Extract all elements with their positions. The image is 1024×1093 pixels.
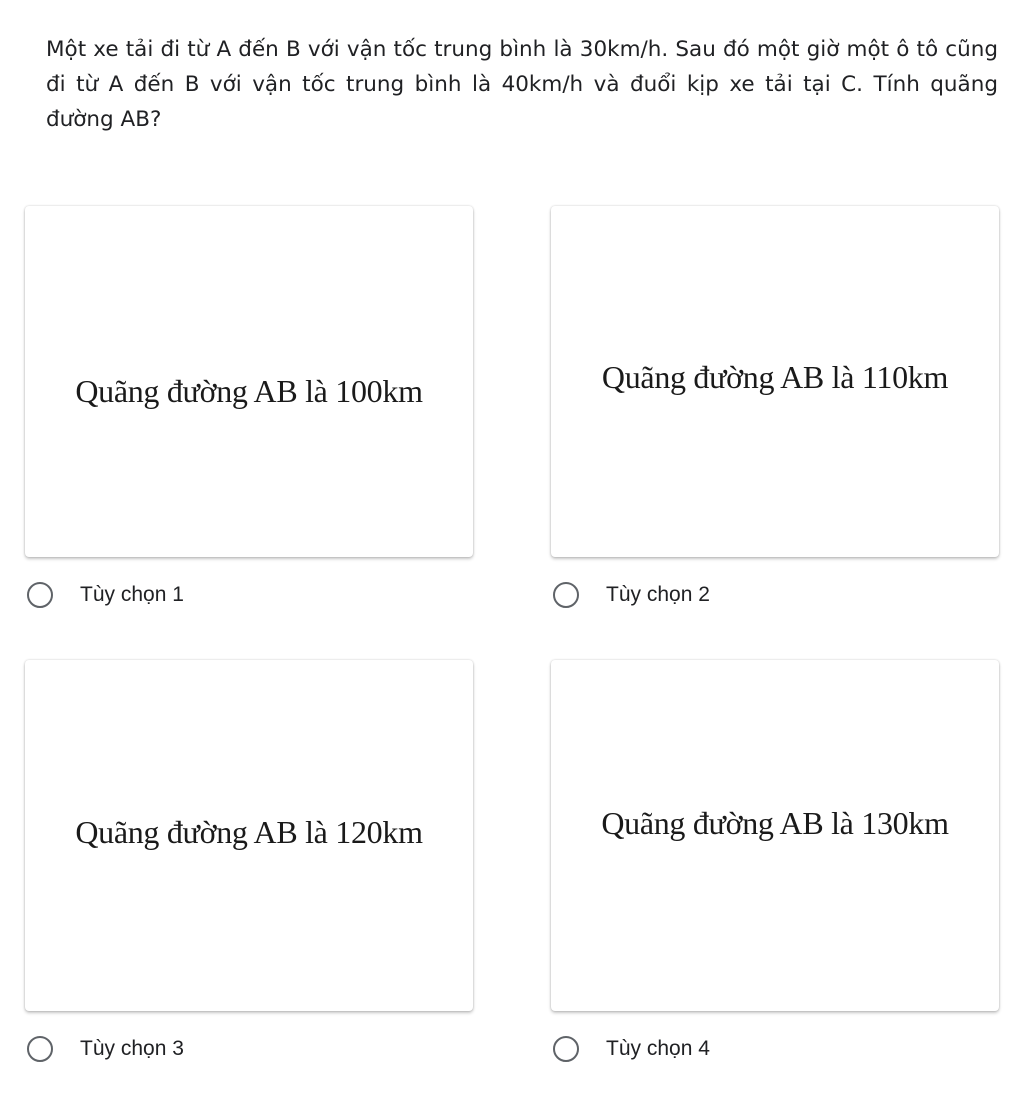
option-1-image-text: Quãng đường AB là 100km	[75, 373, 423, 409]
option-3-image-text: Quãng đường AB là 120km	[75, 814, 423, 850]
option-2-label: Tùy chọn 2	[606, 583, 710, 606]
option-3-radio[interactable]	[27, 1036, 53, 1062]
option-4-image-text: Quãng đường AB là 130km	[601, 805, 949, 841]
option-2[interactable]	[551, 577, 710, 613]
option-2-image-card[interactable]	[551, 206, 999, 557]
option-4-label: Tùy chọn 4	[606, 1037, 710, 1060]
option-1-radio[interactable]	[27, 582, 53, 608]
option-2-radio[interactable]	[553, 582, 579, 608]
option-1-label: Tùy chọn 1	[80, 583, 184, 606]
option-1-image-card[interactable]	[25, 206, 473, 557]
option-4-image-card[interactable]	[551, 660, 999, 1011]
option-3-label: Tùy chọn 3	[80, 1037, 184, 1060]
option-3-image-card[interactable]	[25, 660, 473, 1011]
option-4[interactable]	[551, 1031, 710, 1067]
option-2-image-text: Quãng đường AB là 110km	[601, 359, 949, 395]
option-1[interactable]	[25, 577, 184, 613]
question-text: Một xe tải đi từ A đến B với vận tốc trung bình là 30km/h. Sau đó một giờ một ô tô cũng đi từ A đến B với vận tốc trung bình là 40km/h và đuổi kịp xe tải tại C. Tính quãng đường AB?	[46, 37, 998, 132]
option-4-radio[interactable]	[553, 1036, 579, 1062]
option-3[interactable]	[25, 1031, 184, 1067]
